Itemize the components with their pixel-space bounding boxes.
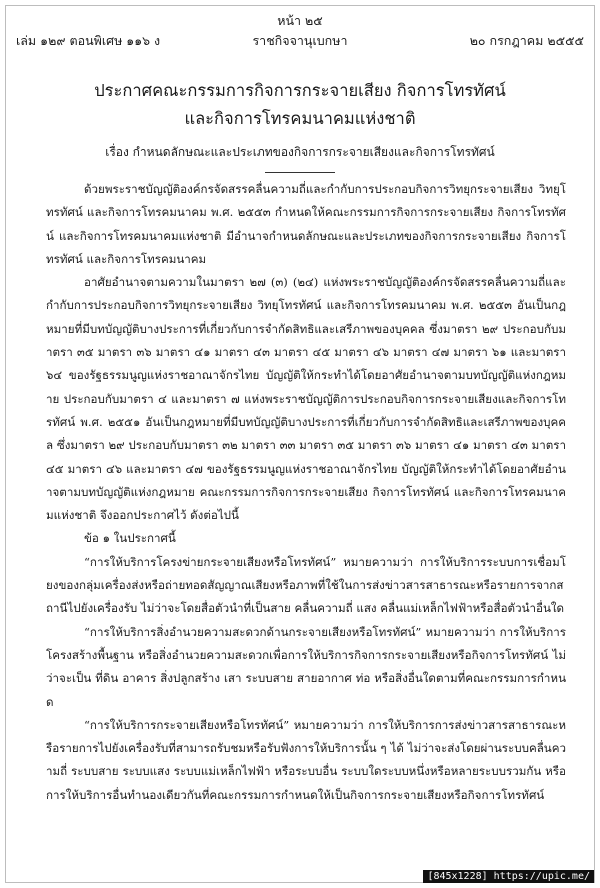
paragraph-definition-network: “การให้บริการโครงข่ายกระจายเสียงหรือโทรทัศน์” หมายความว่า การให้บริการระบบการเชื่อมโยงของกลุ่มเครื่องส่งหรือถ่ายทอดสัญญาณเสียงหรือภาพที่ใช้ในการส่งข่าวสารสาธารณะหรือรายการจากสถานีไปยังเครื่องรับ ไม่ว่าจะโดยสื่อตัวนำที่เป็นสาย คลื่นความถี่ แสง คลื่นแม่เหล็กไฟฟ้าหรือสื่อตัวนำอื่นใด <box>46 554 566 616</box>
document-title-line2: และกิจการโทรคมนาคมแห่งชาติ <box>184 109 416 128</box>
document-body <box>46 178 566 807</box>
paragraph-authority: อาศัยอำนาจตามความในมาตรา ๒๗ (๓) (๒๔) แห่งพระราชบัญญัติองค์กรจัดสรรคลื่นความถี่และกำกับการประกอบกิจการวิทยุกระจายเสียง วิทยุโทรทัศน์ และกิจการโทรคมนาคม พ.ศ. ๒๕๕๓ อันเป็นกฎหมายที่มีบทบัญญัติบางประการที่เกี่ยวกับการจำกัดสิทธิและเสรีภาพของบุคคล ซึ่งมาตรา ๒๙ ประกอบกับมาตรา ๓๕ มาตรา ๓๖ มาตรา ๔๑ มาตรา ๔๓ มาตรา ๔๕ มาตรา ๔๖ มาตรา ๔๗ มาตรา ๖๑ และมาตรา ๖๔ ของรัฐธรรมนูญแห่งราชอาณาจักรไทย บัญญัติให้กระทำได้โดยอาศัยอำนาจตามบทบัญญัติแห่งกฎหมาย ประกอบกับมาตรา ๔ และมาตรา ๗ แห่งพระราชบัญญัติการประกอบกิจการกระจายเสียงและกิจการโทรทัศน์ พ.ศ. ๒๕๕๑ อันเป็นกฎหมายที่มีบทบัญญัติบางประการที่เกี่ยวกับการจำกัดสิทธิและเสรีภาพของบุคคล ซึ่งมาตรา ๒๙ ประกอบกับมาตรา ๓๒ มาตรา ๓๓ มาตรา ๓๕ มาตรา ๓๖ มาตรา ๔๑ มาตรา ๔๓ มาตรา ๔๕ มาตรา ๔๖ และมาตรา ๔๗ ของรัฐธรรมนูญแห่งราชอาณาจักรไทย บัญญัติให้กระทำได้โดยอาศัยอำนาจตามบทบัญญัติแห่งกฎหมาย คณะกรรมการกิจการกระจายเสียง กิจการโทรทัศน์ และกิจการโทรคมนาคมแห่งชาติ จึงออกประกาศไว้ ดังต่อไปนี้ <box>46 275 566 523</box>
page-number: หน้า ๒๕ <box>277 13 323 28</box>
publication-date: ๒๐ กรกฎาคม ๒๕๕๕ <box>469 33 584 48</box>
paragraph-definition-broadcasting: “การให้บริการกระจายเสียงหรือโทรทัศน์” หมายความว่า การให้บริการการส่งข่าวสารสาธารณะหรือรายการไปยังเครื่องรับที่สามารถรับชมหรือรับฟังการให้บริการนั้น ๆ ได้ ไม่ว่าจะส่งโดยผ่านระบบคลื่นความถี่ ระบบสาย ระบบแสง ระบบแม่เหล็กไฟฟ้า หรือระบบอื่น ระบบใดระบบหนึ่งหรือหลายระบบรวมกัน หรือการให้บริการอื่นทำนองเดียวกันที่คณะกรรมการกำหนดให้เป็นกิจการกระจายเสียงหรือกิจการโทรทัศน์ <box>46 717 566 802</box>
volume-issue: เล่ม ๑๒๙ ตอนพิเศษ ๑๑๖ ง <box>16 33 161 48</box>
paragraph-clause-1: ข้อ ๑ ในประกาศนี้ <box>84 531 176 546</box>
title-divider <box>265 172 335 173</box>
paragraph-definition-facilities: “การให้บริการสิ่งอำนวยความสะดวกด้านกระจายเสียงหรือโทรทัศน์” หมายความว่า การให้บริการโครงสร้างพื้นฐาน หรือสิ่งอำนวยความสะดวกเพื่อการให้บริการกิจการกระจายเสียงหรือกิจการโทรทัศน์ ไม่ว่าจะเป็น ที่ดิน อาคาร สิ่งปลูกสร้าง เสา ระบบสาย สายอากาศ ท่อ หรือสิ่งอื่นใดตามที่คณะกรรมการกำหนด <box>46 624 566 709</box>
gazette-header-row <box>16 33 584 49</box>
document-subject: เรื่อง กำหนดลักษณะและประเภทของกิจการกระจายเสียงและกิจการโทรทัศน์ <box>105 145 495 159</box>
gazette-name: ราชกิจจานุเบกษา <box>252 33 348 48</box>
document-title-line1: ประกาศคณะกรรมการกิจการกระจายเสียง กิจการโทรทัศน์ <box>94 81 506 100</box>
paragraph-preamble: ด้วยพระราชบัญญัติองค์กรจัดสรรคลื่นความถี่และกำกับการประกอบกิจการวิทยุกระจายเสียง วิทยุโทรทัศน์ และกิจการโทรคมนาคม พ.ศ. ๒๕๕๓ กำหนดให้คณะกรรมการกิจการกระจายเสียง กิจการโทรทัศน์ และกิจการโทรคมนาคมแห่งชาติ มีอำนาจกำหนดลักษณะและประเภทของกิจการกระจายเสียง กิจการโทรทัศน์ และกิจการโทรคมนาคม <box>46 182 566 266</box>
image-watermark: [845x1228] https://upic.me/ <box>423 870 594 883</box>
